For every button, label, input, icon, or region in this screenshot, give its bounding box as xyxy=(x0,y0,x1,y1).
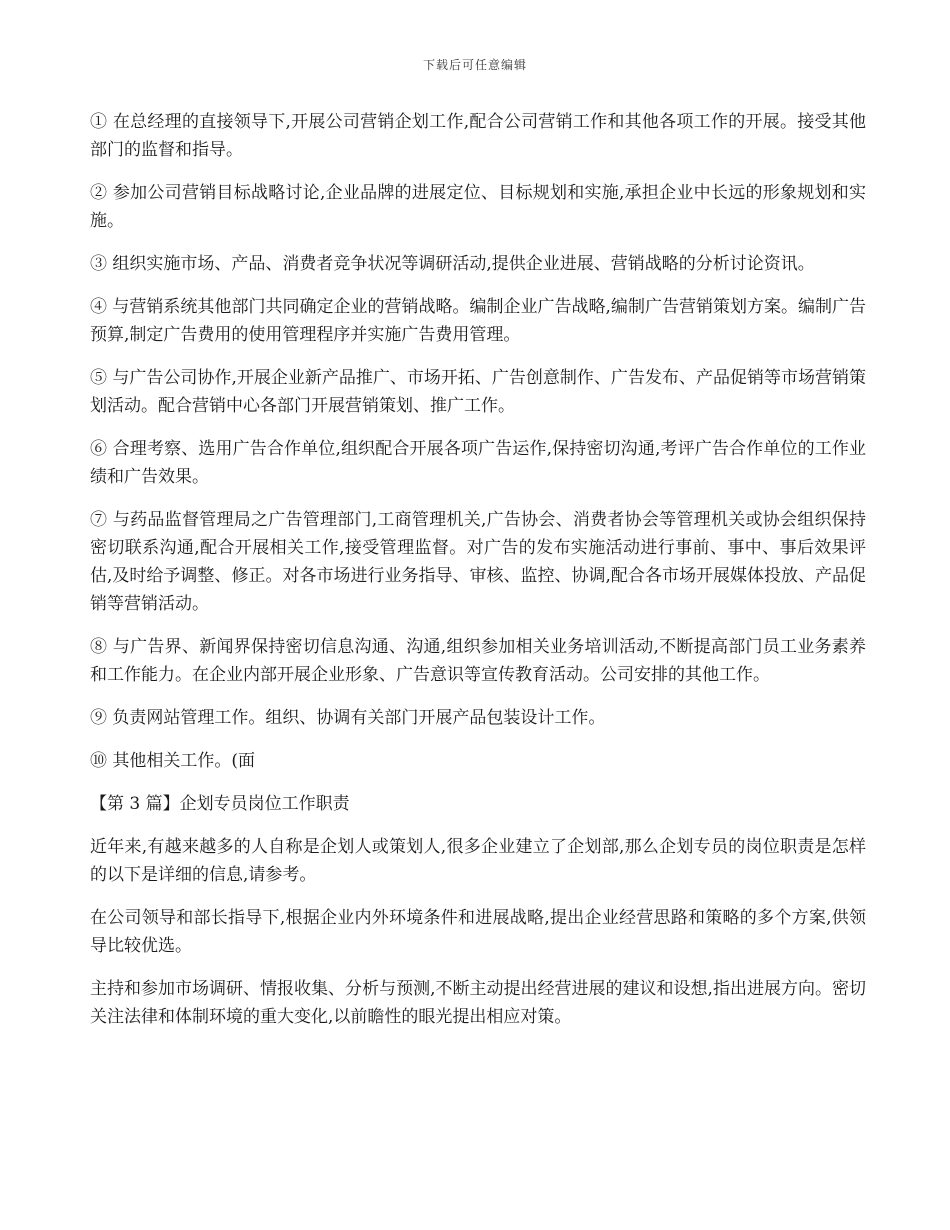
section-heading: 【第 3 篇】企划专员岗位工作职责 xyxy=(90,794,350,814)
document-body xyxy=(90,108,866,1046)
section-paragraph: 在公司领导和部长指导下,根据企业内外环境条件和进展战略,提出企业经营思路和策略的多个方案,供领导比较优选。 xyxy=(90,908,866,956)
duty-item-8: ⑧ 与广告界、新闻界保持密切信息沟通、沟通,组织参加相关业务培训活动,不断提高部门员工业务素养和工作能力。在企业内部开展企业形象、广告意识等宣传教育活动。公司安排的其他工作。 xyxy=(90,637,866,685)
duty-item-10: ⑩ 其他相关工作。(面 xyxy=(90,751,256,771)
duty-item-5: ⑤ 与广告公司协作,开展企业新产品推广、市场开拓、广告创意制作、广告发布、产品促销等市场营销策划活动。配合营销中心各部门开展营销策划、推广工作。 xyxy=(90,368,866,416)
section-intro: 近年来,有越来越多的人自称是企划人或策划人,很多企业建立了企划部,那么企划专员的岗位职责是怎样的以下是详细的信息,请参考。 xyxy=(90,837,866,885)
page-header: 下载后可任意编辑 xyxy=(422,58,527,72)
duty-item-7: ⑦ 与药品监督管理局之广告管理部门,工商管理机关,广告协会、消费者协会等管理机关或协会组织保持密切联系沟通,配合开展相关工作,接受管理监督。对广告的发布实施活动进行事前、事中、事后效果评估,及时给予调整、修正。对各市场进行业务指导、审核、监控、协调,配合各市场开展媒体投放、产品促销等营销活动。 xyxy=(90,510,866,614)
duty-item-9: ⑨ 负责网站管理工作。组织、协调有关部门开展产品包装设计工作。 xyxy=(90,708,606,728)
duty-item-4: ④ 与营销系统其他部门共同确定企业的营销战略。编制企业广告战略,编制广告营销策划方案。编制广告预算,制定广告费用的使用管理程序并实施广告费用管理。 xyxy=(90,297,866,345)
duty-item-3: ③ 组织实施市场、产品、消费者竞争状况等调研活动,提供企业进展、营销战略的分析讨论资讯。 xyxy=(90,254,815,274)
section-paragraph: 主持和参加市场调研、情报收集、分析与预测,不断主动提出经营进展的建议和设想,指出进展方向。密切关注法律和体制环境的重大变化,以前瞻性的眼光提出相应对策。 xyxy=(90,979,866,1027)
duty-item-6: ⑥ 合理考察、选用广告合作单位,组织配合开展各项广告运作,保持密切沟通,考评广告合作单位的工作业绩和广告效果。 xyxy=(90,439,866,487)
duty-item-2: ② 参加公司营销目标战略讨论,企业品牌的进展定位、目标规划和实施,承担企业中长远的形象规划和实施。 xyxy=(90,183,866,231)
duty-item-1: ① 在总经理的直接领导下,开展公司营销企划工作,配合公司营销工作和其他各项工作的开展。接受其他部门的监督和指导。 xyxy=(90,112,866,160)
